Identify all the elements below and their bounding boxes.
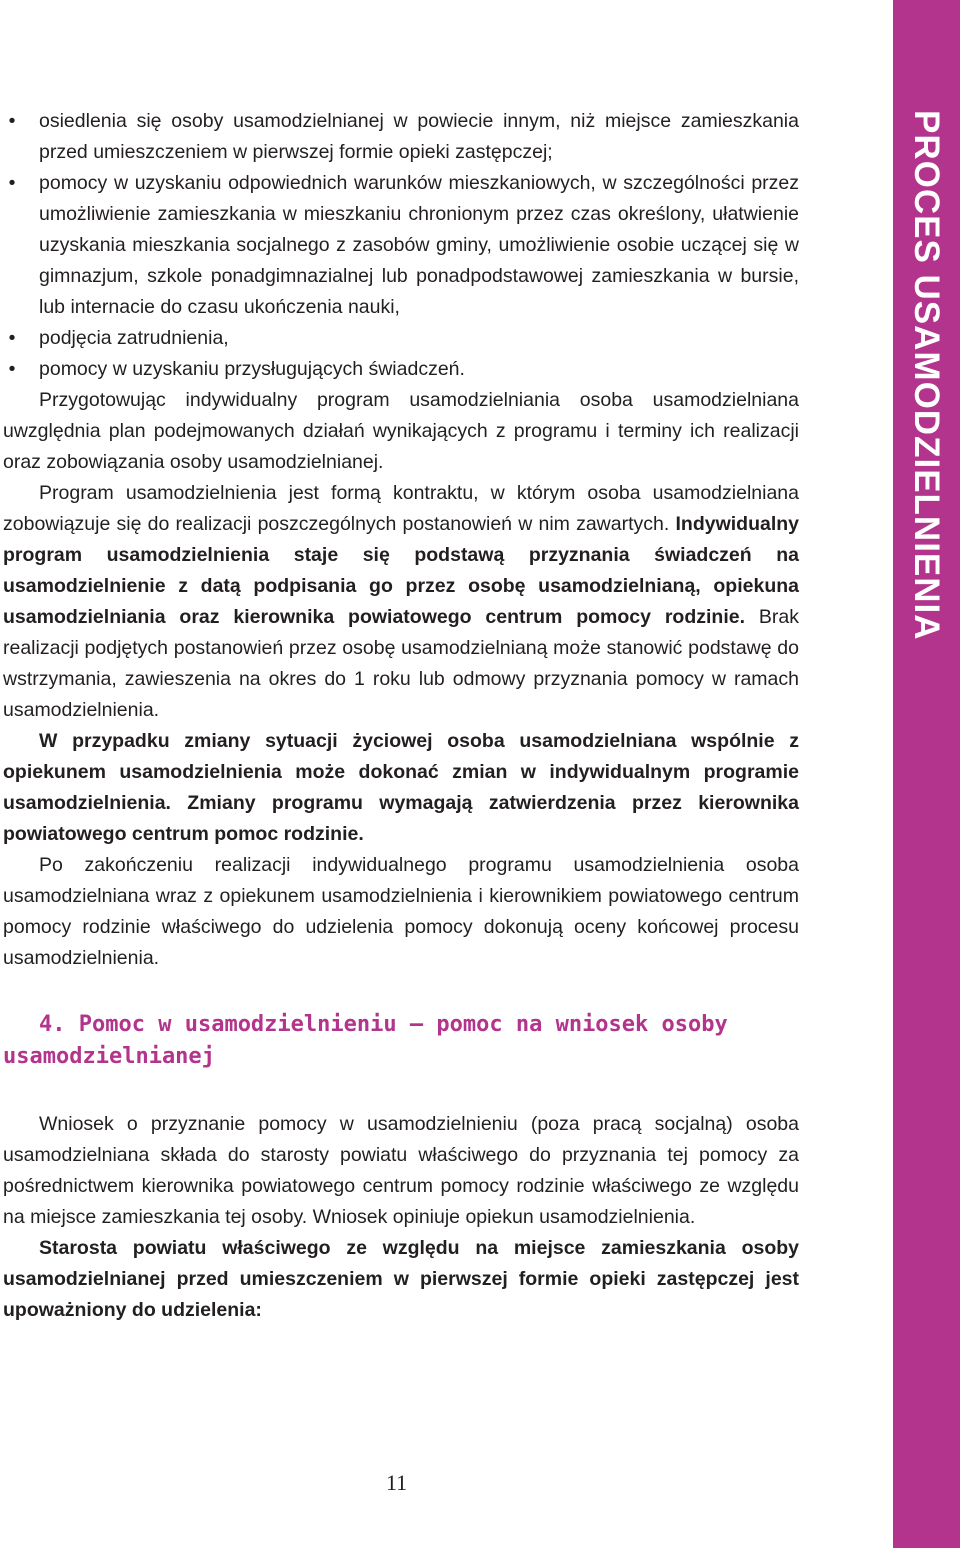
paragraph: Po zakończeniu realizacji indywidualnego programu usamodzielnienia osoba usamodzielniana wraz z opiekunem usamodzielnienia i kierownikiem powiatowego centrum pomocy rodzinie właściwego do udzielenia pomocy dokonują oceny końcowej procesu usamodzielnienia. [3, 854, 799, 969]
paragraph: Wniosek o przyznanie pomocy w usamodzielnieniu (poza pracą socjalną) osoba usamodzielniana składa do starosty powiatu właściwego do przyznania tej pomocy za pośrednictwem kierownika powiatowego centrum pomocy rodzinie właściwego ze względu na miejsce zamieszkania tej osoby. Wniosek opiniuje opiekun usamodzielnienia. [3, 1113, 799, 1228]
paragraph: Przygotowując indywidualny program usamodzielniania osoba usamodzielniana uwzględnia plan podejmowanych działań wynikających z programu i terminy ich realizacji oraz zobowiązania osoby usamodzielnianej. [3, 389, 799, 473]
section-title: Pomoc w usamodzielnieniu – pomoc na wniosek osoby usamodzielnianej [3, 1012, 728, 1069]
list-item: • pomocy w uzyskaniu odpowiednich warunków mieszkaniowych, w szczególności przez umożliwienie zamieszkania w mieszkaniu chronionym przez czas określony, ułatwienie uzyskania mieszkania socjalnego z zasobów gminy, umożliwienie osobie uczącej się w gimnazjum, szkole ponadgimnazialnej lub ponadpodstawowej zamieszkania w bursie, lub internacie do czasu ukończenia nauki, [3, 168, 799, 323]
bullet-icon: • [8, 327, 16, 349]
main-content [3, 106, 799, 1326]
paragraph: W przypadku zmiany sytuacji życiowej osoba usamodzielniana wspólnie z opiekunem usamodzielnienia może dokonać zmian w indywidualnym programie usamodzielnienia. Zmiany programu wymagają zatwierdzenia przez kierownika powiatowego centrum pomoc rodzinie. [3, 730, 799, 845]
sidebar-band [893, 0, 960, 1548]
page-number: 11 [386, 1470, 408, 1495]
section-heading [3, 1009, 799, 1073]
bullet-icon: • [8, 358, 16, 380]
paragraph: Program usamodzielnienia jest formą kontraktu, w którym osoba usamodzielniana zobowiązuje się do realizacji poszczególnych postanowień w nim zawartych. Indywidualny program usamodzielnienia staje się podstawą przyznania świadczeń na usamodzielnienie z datą podpisania go przez osobę usamodzielnianą, opiekuna usamodzielniania oraz kierownika powiatowego centrum pomocy rodzinie. Brak realizacji podjętych postanowień przez osobę usamodzielnianą może stanowić podstawę do wstrzymania, zawieszenia na okres do 1 roku lub odmowy przyznania pomocy w ramach usamodzielnienia. [3, 482, 799, 721]
sidebar-title: PROCES USAMODZIELNIENIA [907, 110, 946, 641]
bullet-list [3, 106, 799, 385]
bullet-icon: • [8, 110, 16, 132]
list-item: • podjęcia zatrudnienia, [3, 323, 799, 354]
list-item: • pomocy w uzyskaniu przysługujących świadczeń. [3, 354, 799, 385]
list-item: • osiedlenia się osoby usamodzielnianej w powiecie innym, niż miejsce zamieszkania przed umieszczeniem w pierwszej formie opieki zastępczej; [3, 106, 799, 168]
bold-text: Indywidualny program usamodzielnienia staje się podstawą przyznania świadczeń na usamodzielnienie z datą podpisania go przez osobę usamodzielnianą, opiekuna usamodzielniania oraz kierownika powiatowego centrum pomocy rodzinie. [3, 513, 799, 628]
paragraph: Starosta powiatu właściwego ze względu na miejsce zamieszkania osoby usamodzielnianej przed umieszczeniem w pierwszej formie opieki zastępczej jest upoważniony do udzielenia: [3, 1237, 799, 1321]
bullet-icon: • [8, 172, 16, 194]
section-number: 4. [39, 1012, 66, 1037]
